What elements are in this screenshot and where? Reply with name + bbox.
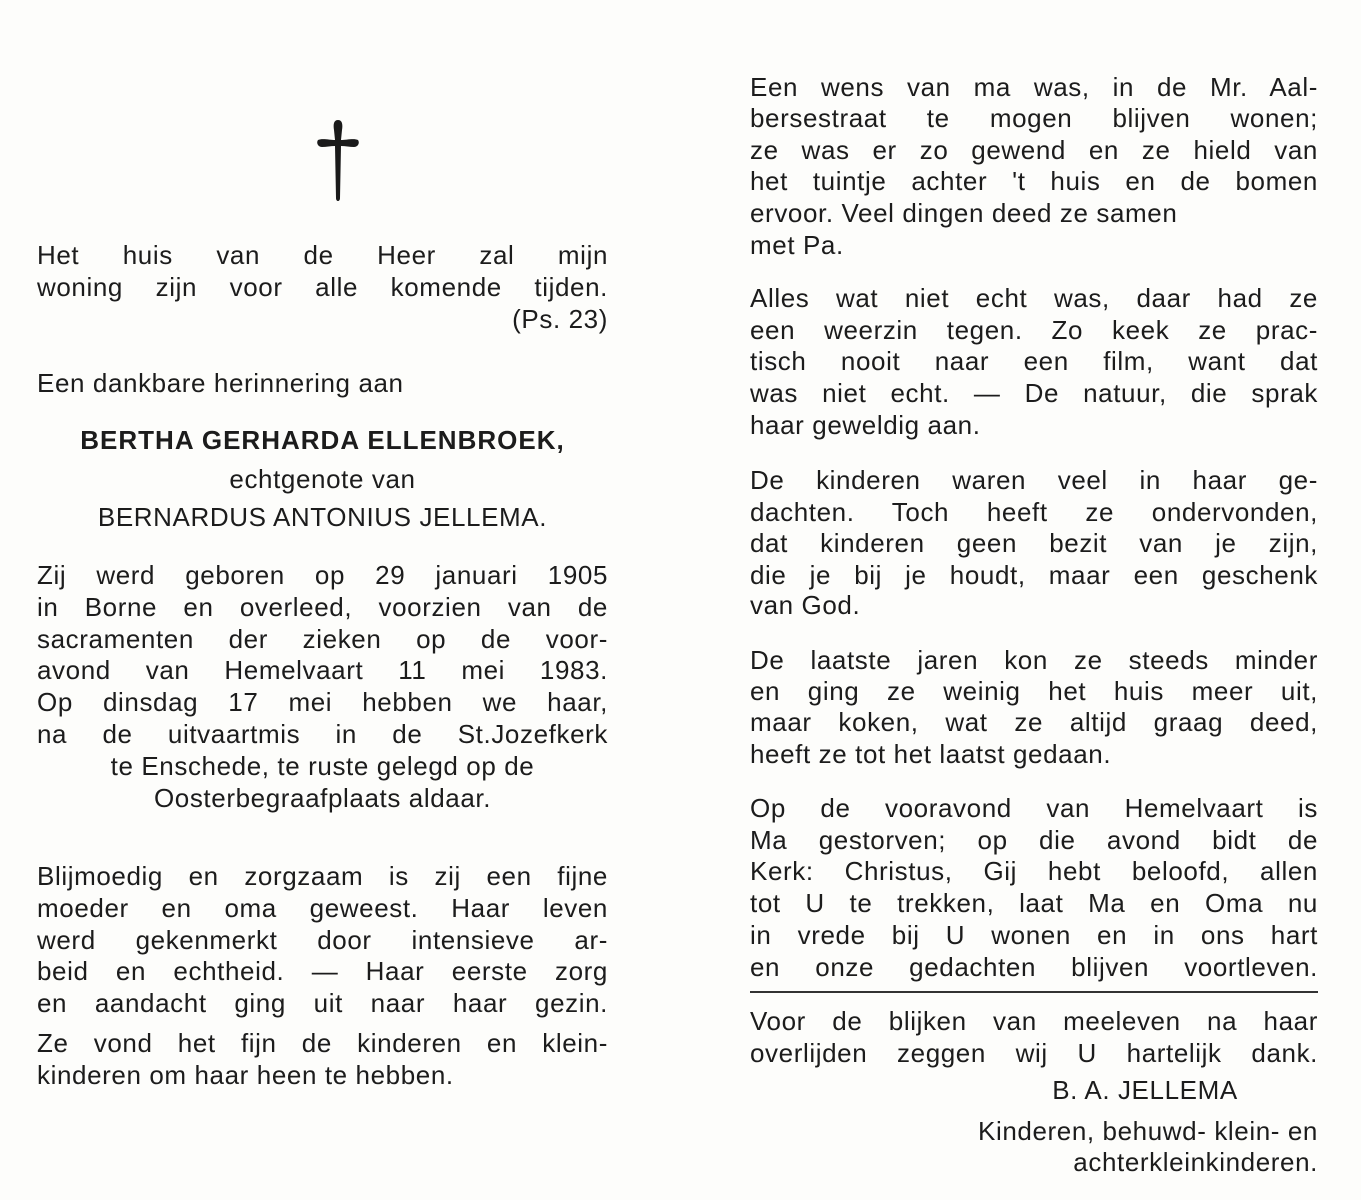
psalm-reference: (Ps. 23) xyxy=(512,304,608,334)
paragraph-line: was niet echt. — De natuur, die sprak xyxy=(750,378,1318,408)
thanks-line: Voor de blijken van meeleven na haar xyxy=(750,1006,1318,1036)
intro-text: Een dankbare herinnering aan xyxy=(37,368,404,398)
paragraph-line: De laatste jaren kon ze steeds minder xyxy=(750,645,1318,675)
paragraph-line: het tuintje achter 't huis en de bomen xyxy=(750,166,1318,196)
character-line: moeder en oma geweest. Haar leven xyxy=(37,893,608,923)
bio-line: in Borne en overleed, voorzien van de xyxy=(37,592,608,622)
character-line: werd gekenmerkt door intensieve ar- xyxy=(37,925,608,955)
divider-line xyxy=(750,991,1318,993)
paragraph-line: en onze gedachten blijven voortleven. xyxy=(750,952,1318,982)
paragraph-line: tisch nooit naar een film, want dat xyxy=(750,346,1318,376)
bio-line: avond van Hemelvaart 11 mei 1983. xyxy=(37,655,608,685)
family-line: Kinderen, behuwd- klein- en xyxy=(978,1116,1318,1146)
paragraph-line: De kinderen waren veel in haar ge- xyxy=(750,465,1318,495)
bio-line: sacramenten der zieken op de voor- xyxy=(37,624,608,654)
character-line: beid en echtheid. — Haar eerste zorg xyxy=(37,956,608,986)
family-line: achterkleinkinderen. xyxy=(1073,1147,1318,1177)
bio-line: Zij werd geboren op 29 januari 1905 xyxy=(37,560,608,590)
thanks-line: overlijden zeggen wij U hartelijk dank. xyxy=(750,1038,1318,1068)
bio-line: Op dinsdag 17 mei hebben we haar, xyxy=(37,687,608,717)
character-line: kinderen om haar heen te hebben. xyxy=(37,1060,454,1090)
paragraph-line: heeft ze tot het laatst gedaan. xyxy=(750,739,1112,769)
character-line: Blijmoedig en zorgzaam is zij een fijne xyxy=(37,861,608,891)
paragraph-line: Een wens van ma was, in de Mr. Aal- xyxy=(750,72,1318,102)
paragraph-line: dat kinderen geen bezit van je zijn, xyxy=(750,528,1318,558)
psalm-line: woning zijn voor alle komende tijden. xyxy=(37,272,608,302)
bio-line: Oosterbegraafplaats aldaar. xyxy=(153,783,492,813)
paragraph-line: een weerzin tegen. Zo keek ze prac- xyxy=(750,315,1318,345)
paragraph-line: tot U te trekken, laat Ma en Oma nu xyxy=(750,888,1318,918)
deceased-name: BERTHA GERHARDA ELLENBROEK, xyxy=(80,425,565,455)
paragraph-line: Alles wat niet echt was, daar had ze xyxy=(750,283,1318,313)
bio-line: te Enschede, te ruste gelegd op de xyxy=(110,751,535,781)
spouse-label: echtgenote van xyxy=(229,464,416,494)
paragraph-line: bersestraat te mogen blijven wonen; xyxy=(750,103,1318,133)
paragraph-line: dachten. Toch heeft ze ondervonden, xyxy=(750,497,1318,527)
psalm-line: Het huis van de Heer zal mijn xyxy=(37,240,608,270)
paragraph-line: Ma gestorven; op die avond bidt de xyxy=(750,825,1318,855)
cross-icon xyxy=(316,118,360,204)
spouse-name: BERNARDUS ANTONIUS JELLEMA. xyxy=(97,502,548,532)
paragraph-line: van God. xyxy=(750,590,861,620)
paragraph-line: die je bij je houdt, maar een geschenk xyxy=(750,560,1318,590)
paragraph-line: haar geweldig aan. xyxy=(750,410,981,440)
paragraph-line: met Pa. xyxy=(750,230,844,260)
paragraph-line: maar koken, wat ze altijd graag deed, xyxy=(750,707,1318,737)
paragraph-line: Op de vooravond van Hemelvaart is xyxy=(750,793,1318,823)
character-line: en aandacht ging uit naar haar gezin. xyxy=(37,988,608,1018)
paragraph-line: Kerk: Christus, Gij hebt beloofd, allen xyxy=(750,856,1318,886)
signature-name: B. A. JELLEMA xyxy=(1052,1075,1238,1105)
paragraph-line: ze was er zo gewend en ze hield van xyxy=(750,135,1318,165)
paragraph-line: en ging ze weinig het huis meer uit, xyxy=(750,676,1318,706)
bio-line: na de uitvaartmis in de St.Jozefkerk xyxy=(37,719,608,749)
paragraph-line: in vrede bij U wonen en in ons hart xyxy=(750,920,1318,950)
paragraph-line: ervoor. Veel dingen deed ze samen xyxy=(750,198,1178,228)
character-line: Ze vond het fijn de kinderen en klein- xyxy=(37,1028,608,1058)
